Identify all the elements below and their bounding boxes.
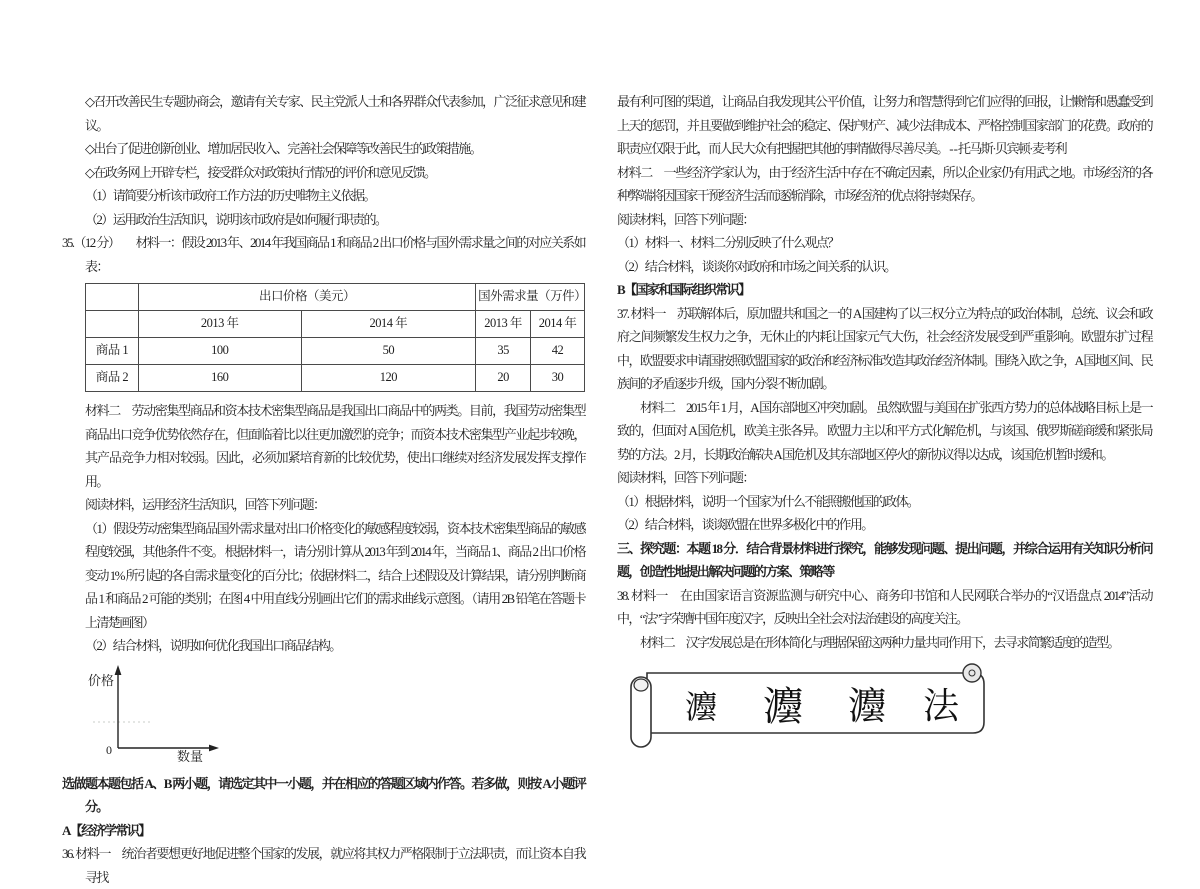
y-axis-arrow-icon <box>115 665 122 675</box>
material-2-paragraph: 材料二 劳动密集型商品和资本技术密集型商品是我国出口商品中的两类。目前，我国劳动密集型商品出口竞争优势依然存在，但面临着比以往更加激烈的竞争；而资本技术密集型产业起步较晚，其产品竞争力相对较弱。因此，必须加紧培育新的比较优势，使出口继续对经济发展发挥支撑作用。 <box>85 403 585 489</box>
scroll-corner-curl-icon <box>963 664 981 682</box>
x-axis-label: 数量 <box>177 748 204 762</box>
table-year-header: 2014 年 <box>301 311 476 338</box>
read-prompt: 阅读材料，回答下列问题： <box>617 470 754 485</box>
material-2-paragraph: 材料二 一些经济学家认为，由于经济生活中存在不确定因素，所以企业家仍有用武之地。市场经济的各种弊端将因国家干预经济生活而逐渐消除，市场经济的优点将持续保存。 <box>617 164 1152 203</box>
question-sub-item: （1）根据材料，说明一个国家为什么不能照搬他国的政体。 <box>617 493 919 509</box>
scroll-banner <box>623 662 995 756</box>
figure4-empty-axes <box>85 662 585 762</box>
bronze-script-fa-glyph: 灋 <box>684 689 718 725</box>
value-cell: 20 <box>476 365 531 392</box>
table-corner-cell <box>86 311 139 338</box>
table-row <box>86 284 585 311</box>
regular-script-fa-glyph: 法 <box>922 686 960 726</box>
origin-label: 0 <box>106 742 112 757</box>
question-sub-item: （2）结合材料，谈谈你对政府和市场之间关系的认识。 <box>617 258 896 274</box>
table-year-header: 2014 年 <box>531 311 585 338</box>
x-axis-arrow-icon <box>209 744 219 751</box>
clerical-script-fa-glyph: 灋 <box>847 686 887 728</box>
question-sub-item: （1）材料一、材料二分别反映了什么观点？ <box>617 235 839 250</box>
bullet-item: ◇在政务网上开辟专栏，接受群众对政策执行情况的评价和意见反馈。 <box>85 164 436 180</box>
value-cell: 42 <box>531 338 585 365</box>
question-36-continuation: 最有利可图的渠道，让商品自我发现其公平价值，让努力和智慧得到它们应得的回报，让懒惰和愚蠢受到上天的惩罚，并且要做到维护社会的稳定、保护财产、减少法律成本、严格控制国家部门的花费。政府的职责应仅限于此，而人民大众有把握把其他的事情做得尽善尽美。 - - 托马斯·贝宾顿·麦考利 <box>617 94 1152 156</box>
row-label-cell: 商品 2 <box>86 365 139 392</box>
question-sub-item: （1）假设劳动密集型商品国外需求量对出口价格变化的敏感程度较弱，资本技术密集型商品的敏感程度较强，其他条件不变。 根据材料一，请分别计算从 2013 年到 2014 年，当商品 1、商品 2 出口价格变动 1% 所引起的各自需求量变化的百分比；依据材料二，结合上述假设及计算结果，请分别判断商品 1 和商品 2 可能的类别；在图 4 中用直线分别画出它们的需求曲线示意图。（请用 2B 铅笔在答题卡上清楚画图） <box>85 520 585 630</box>
section-b-heading: B【国家和国际组织常识】 <box>617 282 750 297</box>
left-column <box>62 90 587 885</box>
right-column <box>617 90 1152 848</box>
table-group-header: 国外需求量（万件） <box>476 284 585 311</box>
read-prompt: 阅读材料，回答下列问题： <box>617 211 754 227</box>
read-prompt: 阅读材料，运用经济生活知识，回答下列问题： <box>85 497 325 512</box>
table-year-header: 2013 年 <box>138 311 301 338</box>
question-38-material-2: 材料二 汉字发展总是在形体简化与理据保留这两种力量共同作用下，去寻求简繁适度的造型。 <box>640 634 1119 650</box>
y-axis-label: 价格 <box>88 672 115 688</box>
question-sub-item: （2）结合材料，说明如何优化我国出口商品结构。 <box>85 638 341 653</box>
table-row <box>86 365 585 392</box>
question-sub-item: （2）结合材料，谈谈欧盟在世界多极化中的作用。 <box>617 517 873 532</box>
value-cell: 30 <box>531 365 585 392</box>
table-row <box>86 311 585 338</box>
value-cell: 120 <box>301 365 476 392</box>
question-36-start: 36. 材料一 统治者要想更好地促进整个国家的发展，就应将其权力严格限制于立法职责，而让资本自我寻找 <box>62 846 585 885</box>
row-label-cell: 商品 1 <box>86 338 139 365</box>
price-demand-table <box>85 283 585 392</box>
bullet-item: ◇召开改善民生专题协商会，邀请有关专家、民主党派人士和各界群众代表参加，广泛征求意见和建议。 <box>85 94 585 133</box>
question-37-material-1: 37. 材料一 苏联解体后，原加盟共和国之一的 A 国建构了以三权分立为特点的政治体制，总统、议会和政府之间频繁发生权力之争，无休止的内耗让国家元气大伤，社会经济发展受到严重影响。欧盟东扩过程中，欧盟要求申请国按照欧盟国家的政治和经济标准改造其政治经济体制。围绕入欧之争，A 国地区间、民族间的矛盾逐步升级，国内分裂不断加剧。 <box>617 305 1152 391</box>
value-cell: 35 <box>476 338 531 365</box>
bullet-item: ◇出台了促进创新创业、增加居民收入、完善社会保障等改善民生的政策措施。 <box>85 141 481 156</box>
seal-script-fa-glyph: 灋 <box>763 684 803 729</box>
scroll-left-roll-end-icon <box>634 679 648 691</box>
question-37-material-2: 材料二 2015 年 1 月，A 国东部地区冲突加剧。 虽然欧盟与美国在扩张西方势力的总体战略目标上是一致的，但面对 A 国危机，欧美主张各异。 欧盟力主以和平方式化解危机，与该国、俄罗斯磋商缓和紧张局势的方法。2 月，长期政治解决 A 国危机及其东部地区停火的新协议得以达成，该国危机暂时缓和。 <box>617 399 1152 462</box>
table-corner-cell <box>86 284 139 311</box>
choice-question-note: 选做题本题包括 A、B 两小题，请选定其中一小题，并在相应的答题区域内作答。若多做，则按 A 小题评分。 <box>62 775 585 814</box>
value-cell: 100 <box>138 338 301 365</box>
question-38-material-1: 38. 材料一 在由国家语言资源监测与研究中心、商务印书馆和人民网联合举办的“汉语盘点 2014”活动中，“法”字荣膺中国年度汉字，反映出全社会对法治建设的高度关注。 <box>617 587 1152 626</box>
question-35-intro: 35.（12 分） 材料一：假设 2013 年、2014 年我国商品 1 和商品 2 出口价格与国外需求量之间的对应关系如表： <box>62 235 585 274</box>
character-evolution-scroll <box>623 662 1152 764</box>
axes-chart <box>85 662 235 762</box>
value-cell: 50 <box>301 338 476 365</box>
table-year-header: 2013 年 <box>476 311 531 338</box>
table-row <box>86 338 585 365</box>
question-sub-item: （2）运用政治生活知识，说明该市政府是如何履行职责的。 <box>85 211 387 227</box>
section-3-heading: 三、探究题：本题 18 分．结合背景材料进行探究，能够发现问题、提出问题，并综合运用有关知识分析问题，创造性地提出解决问题的方案、策略等 <box>617 540 1152 579</box>
value-cell: 160 <box>138 365 301 392</box>
question-sub-item: （1）请简要分析该市政府工作方法的历史唯物主义依据。 <box>85 188 375 203</box>
table-group-header: 出口价格（美元） <box>138 284 475 311</box>
section-a-heading: A【经济学常识】 <box>62 822 150 838</box>
